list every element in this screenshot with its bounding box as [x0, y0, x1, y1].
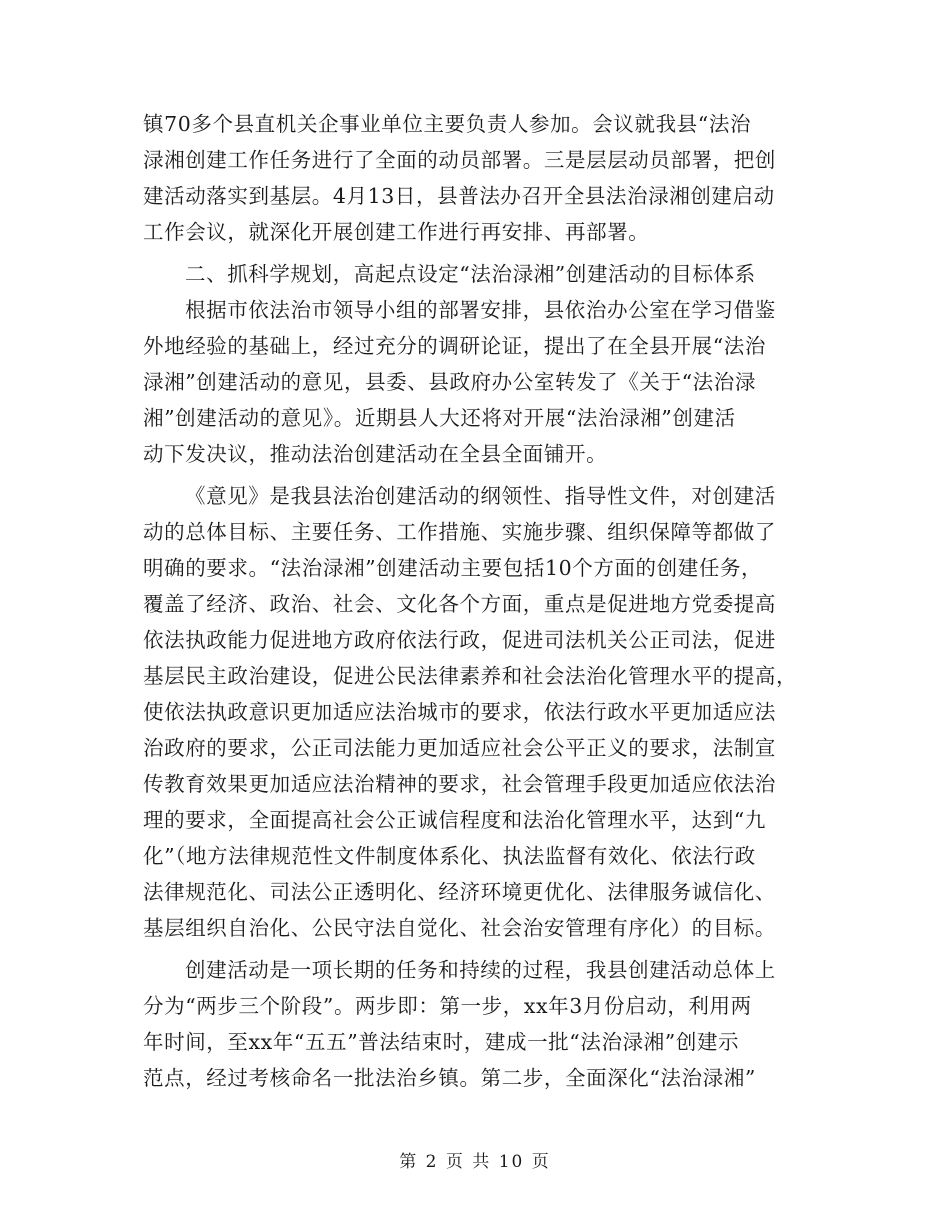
text-line: 治政府的要求，公正司法能力更加适应社会公平正义的要求，法制宣	[143, 736, 776, 760]
text-line: 动的总体目标、主要任务、工作措施、实施步骤、组织保障等都做了	[143, 520, 776, 544]
text-line: 覆盖了经济、政治、社会、文化各个方面，重点是促进地方党委提高	[143, 592, 776, 616]
text-line: 外地经验的基础上，经过充分的调研论证，提出了在全县开展“法治	[143, 334, 766, 358]
text-line: 根据市依法治市领导小组的部署安排，县依治办公室在学习借鉴	[185, 298, 776, 322]
text-line: 法律规范化、司法公正透明化、经济环境更优化、法律服务诚信化、	[143, 880, 776, 904]
text-line: 范点，经过考核命名一批法治乡镇。第二步，全面深化“法治渌湘”	[143, 1066, 756, 1090]
text-line: 基层民主政治建设，促进公民法律素养和社会法治化管理水平的提高，	[143, 664, 798, 688]
text-line: 渌湘”创建活动的意见，县委、县政府办公室转发了《关于“法治渌	[143, 370, 756, 394]
text-line: 传教育效果更加适应法治精神的要求，社会管理手段更加适应依法治	[143, 772, 776, 796]
text-line: 湘”创建活动的意见》。近期县人大还将对开展“法治渌湘”创建活	[143, 406, 736, 430]
text-line: 分为“两步三个阶段”。两步即：第一步，xx年3月份启动，利用两	[143, 994, 752, 1018]
page-number-footer: 第 2 页 共 10 页	[399, 1152, 551, 1172]
text-line: 明确的要求。“法治渌湘”创建活动主要包括10个方面的创建任务，	[143, 556, 763, 580]
section-heading: 二、抓科学规划，高起点设定“法治渌湘”创建活动的目标体系	[185, 262, 756, 286]
text-line: 《意见》是我县法治创建活动的纲领性、指导性文件，对创建活	[185, 484, 776, 508]
text-line: 镇70多个县直机关企事业单位主要负责人参加。会议就我县“法治	[143, 112, 752, 136]
text-line: 基层组织自治化、公民守法自觉化、社会治安管理有序化）的目标。	[143, 916, 776, 940]
text-line: 渌湘创建工作任务进行了全面的动员部署。三是层层动员部署，把创	[143, 148, 776, 172]
text-line: 使依法执政意识更加适应法治城市的要求，依法行政水平更加适应法	[143, 700, 776, 724]
text-line: 工作会议，就深化开展创建工作进行再安排、再部署。	[143, 220, 650, 244]
text-line: 动下发决议，推动法治创建活动在全县全面铺开。	[143, 442, 608, 466]
text-line: 创建活动是一项长期的任务和持续的过程，我县创建活动总体上	[185, 958, 776, 982]
text-line: 理的要求，全面提高社会公正诚信程度和法治化管理水平，达到“九	[143, 808, 766, 832]
text-line: 建活动落实到基层。4月13日，县普法办召开全县法治渌湘创建启动	[143, 184, 775, 208]
text-line: 化”（地方法律规范性文件制度体系化、执法监督有效化、依法行政	[143, 844, 756, 868]
text-line: 依法执政能力促进地方政府依法行政，促进司法机关公正司法，促进	[143, 628, 776, 652]
text-line: 年时间，至xx年“五五”普法结束时，建成一批“法治渌湘”创建示	[143, 1030, 740, 1054]
